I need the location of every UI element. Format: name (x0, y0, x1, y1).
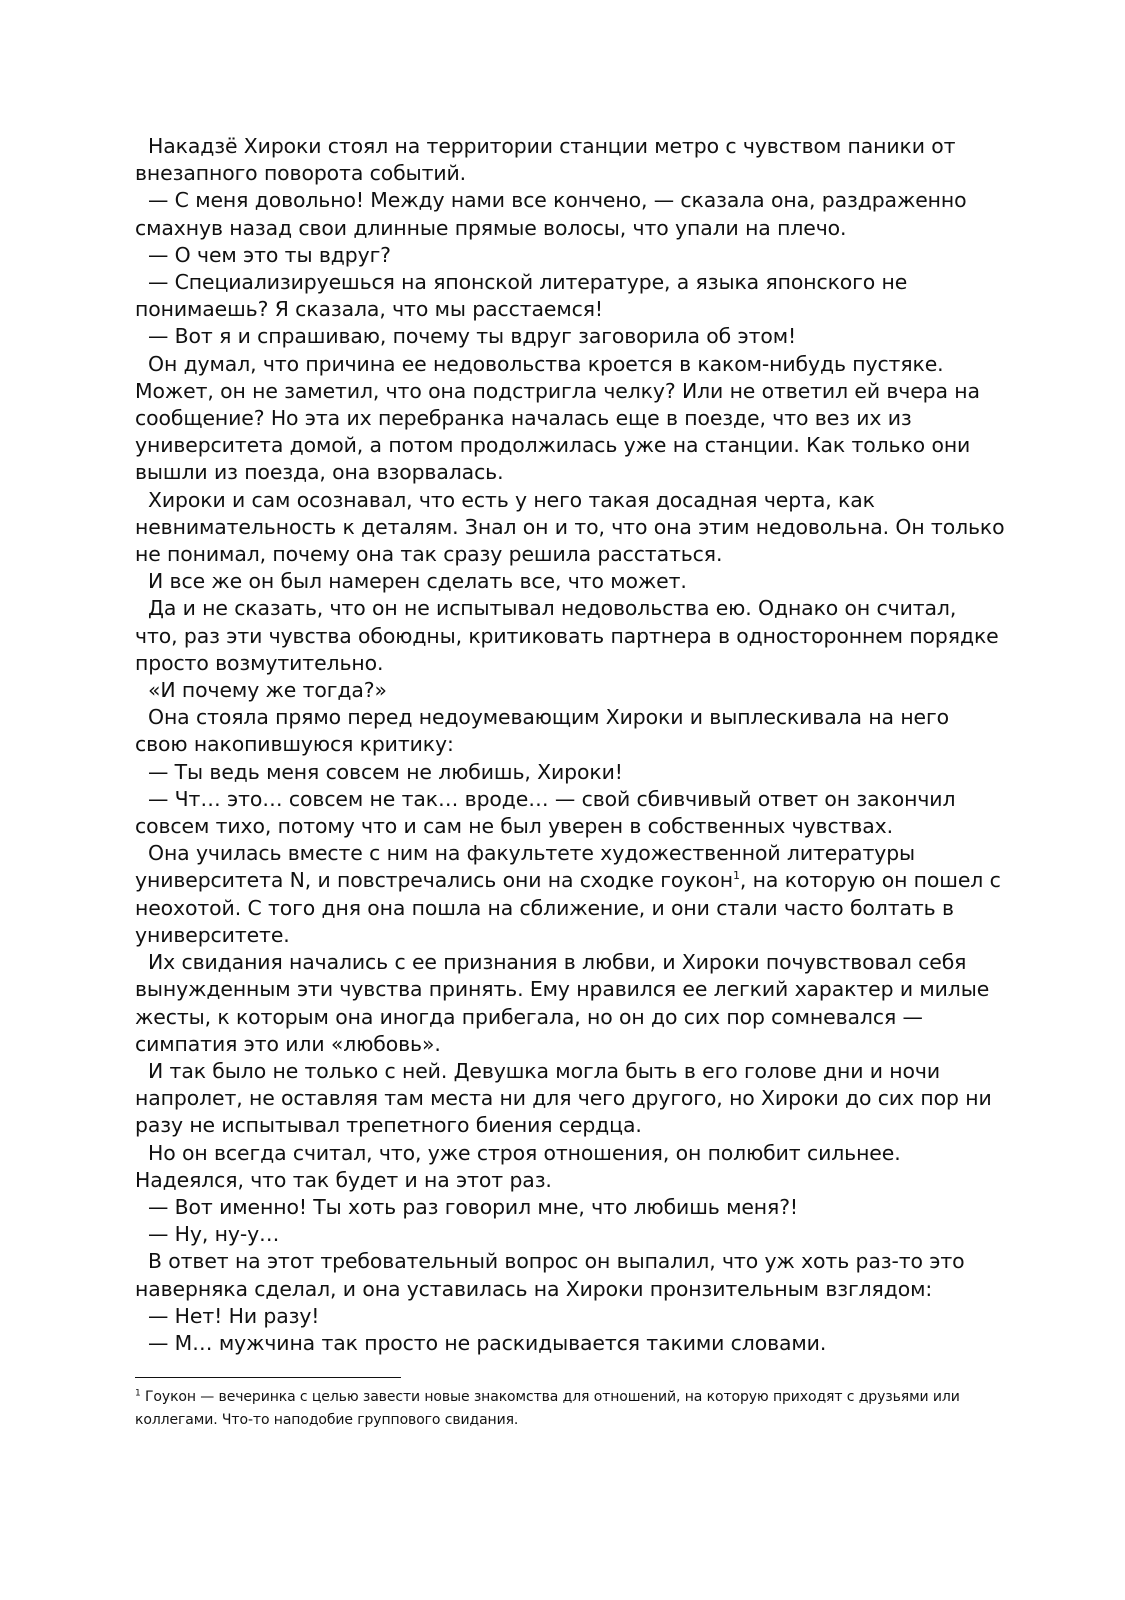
footnote-marker: 1 (135, 1388, 141, 1399)
paragraph: — С меня довольно! Между нами все кончено, — сказала она, раздраженно смахнув назад свои длинные прямые волосы, что упали на плечо. (135, 188, 967, 240)
paragraph: Накадзё Хироки стоял на территории станции метро с чувством паники от внезапного поворота событий. (135, 134, 956, 186)
footnote-text: Гоукон — вечеринка с целью завести новые знакомства для отношений, на которую приходят с друзьями или коллегами. Что-то наподобие группового свидания. (135, 1389, 960, 1428)
paragraph: Он думал, что причина ее недовольства кроется в каком-нибудь пустяке. Может, он не заметил, что она подстригла челку? Или не ответил ей вчера на сообщение? Но эта их перебранка началась еще в поезде, что вез их из университета домой, а потом продолжилась уже на станции. Как только они вышли из поезда, она взорвалась. (135, 351, 980, 485)
paragraph: — Ну, ну-у… (148, 1222, 280, 1247)
footnote (135, 1386, 1005, 1432)
paragraph: И все же он был намерен сделать все, что может. (148, 569, 687, 594)
paragraph: — М… мужчина так просто не раскидывается такими словами. (148, 1330, 827, 1355)
paragraph-text-after-ref: , на которую он пошел с неохотой. С того дня она пошла на сближение, и они стали часто болтать в университете. (135, 868, 1001, 947)
paragraph: — О чем это ты вдруг? (148, 242, 391, 267)
paragraph: — Нет! Ни разу! (148, 1303, 320, 1328)
document-body (135, 133, 1005, 1357)
paragraph: — Специализируешься на японской литературе, а языка японского не понимаешь? Я сказала, что мы расстаемся! (135, 270, 908, 322)
paragraph: Но он всегда считал, что, уже строя отношения, он полюбит сильнее. Надеялся, что так будет и на этот раз. (135, 1140, 901, 1192)
footnote-ref-marker: 1 (733, 869, 740, 883)
paragraph: «И почему же тогда?» (148, 678, 387, 703)
paragraph-text-before-ref: Она училась вместе с ним на факультете художественной литературы университета N, и повстречались они на сходке гоукон (135, 841, 916, 893)
paragraph: И так было не только с ней. Девушка могла быть в его голове дни и ночи напролет, не оставляя там места ни для чего другого, но Хироки до сих пор ни разу не испытывал трепетного биения сердца. (135, 1058, 992, 1138)
paragraph: — Вот именно! Ты хоть раз говорил мне, что любишь меня?! (148, 1194, 798, 1219)
paragraph: — Ты ведь меня совсем не любишь, Хироки! (148, 759, 623, 784)
paragraph: Да и не сказать, что он не испытывал недовольства ею. Однако он считал, что, раз эти чувства обоюдны, критиковать партнера в одностороннем порядке просто возмутительно. (135, 596, 999, 675)
paragraph: Она стояла прямо перед недоумевающим Хироки и выплескивала на него свою накопившуюся критику: (135, 705, 949, 757)
footnote-separator (135, 1377, 401, 1378)
paragraph: — Чт… это… совсем не так… вроде… — свой сбивчивый ответ он закончил совсем тихо, потому что и сам не был уверен в собственных чувствах. (135, 786, 956, 839)
paragraph-with-footnote-ref (135, 840, 1005, 949)
paragraph: — Вот я и спрашиваю, почему ты вдруг заговорила об этом! (148, 324, 797, 349)
paragraph: Хироки и сам осознавал, что есть у него такая досадная черта, как невнимательность к деталям. Знал он и то, что она этим недовольна. Он только не понимал, почему она так сразу решила расстаться. (135, 487, 1005, 567)
paragraph: Их свидания начались с ее признания в любви, и Хироки почувствовал себя вынужденным эти чувства принять. Ему нравился ее легкий характер и милые жесты, к которым она иногда прибегала, но он до сих пор сомневался — симпатия это или «любовь». (135, 950, 990, 1056)
paragraph: В ответ на этот требовательный вопрос он выпалил, что уж хоть раз-то это наверняка сделал, и она уставилась на Хироки пронзительным взглядом: (135, 1249, 965, 1301)
